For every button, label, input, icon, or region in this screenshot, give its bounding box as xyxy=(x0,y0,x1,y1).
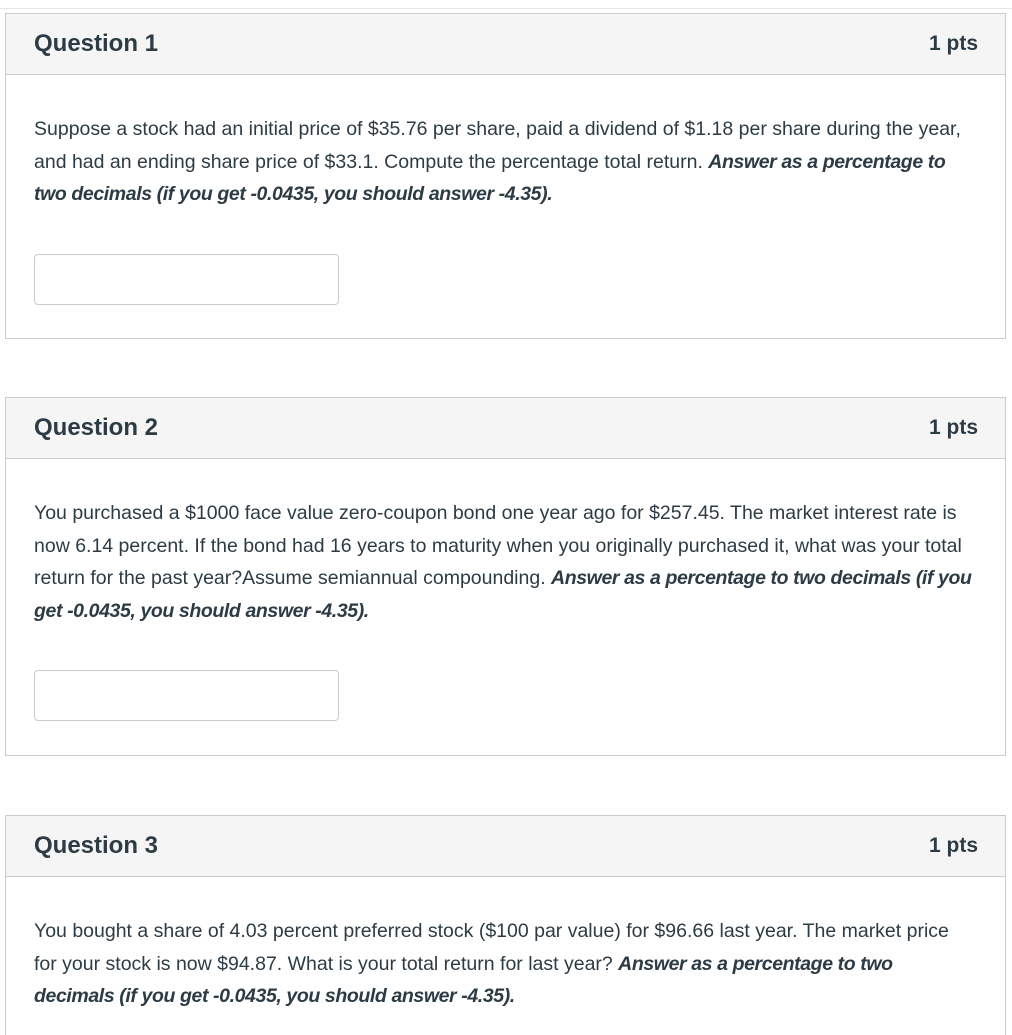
question-body xyxy=(6,459,1005,721)
question-title: Question 2 xyxy=(34,414,159,441)
question-points: 1 pts xyxy=(928,32,978,55)
answer-input[interactable] xyxy=(34,670,339,721)
question-instruction: Answer as a percentage to two decimals (if you get -0.0435, you should answer -4.35). xyxy=(34,150,946,205)
question-title: Question 3 xyxy=(34,832,159,859)
question-body xyxy=(6,877,1005,1013)
question-text xyxy=(34,113,975,211)
question-prompt: Suppose a stock had an initial price of $35.76 per share, paid a dividend of $1.18 per share during the year, and had an ending share price of $33.1. Compute the percentage total return. xyxy=(34,118,961,173)
question-header xyxy=(6,398,1005,459)
question-instruction: Answer as a percentage to two decimals (if you get -0.0435, you should answer -4.35). xyxy=(34,567,972,622)
question-points: 1 pts xyxy=(928,834,978,857)
question-text xyxy=(34,497,975,627)
question-prompt: You purchased a $1000 face value zero-coupon bond one year ago for $257.45. The market interest rate is now 6.14 percent. If the bond had 16 years to maturity when you originally purchased it, what was your total return for the past year?Assume semiannual compounding. xyxy=(34,502,962,589)
question-2 xyxy=(5,397,1006,756)
question-1 xyxy=(5,13,1006,339)
question-points: 1 pts xyxy=(928,416,978,439)
question-prompt: You bought a share of 4.03 percent preferred stock ($100 par value) for $96.66 last year. The market price for your stock is now $94.87. What is your total return for last year? xyxy=(34,920,949,975)
question-header xyxy=(6,14,1005,75)
question-instruction: Answer as a percentage to two decimals (if you get -0.0435, you should answer -4.35). xyxy=(34,952,893,1007)
question-3 xyxy=(5,815,1006,1035)
question-body xyxy=(6,75,1005,305)
question-text xyxy=(34,915,975,1013)
top-divider xyxy=(0,8,1012,9)
question-header xyxy=(6,816,1005,877)
question-title: Question 1 xyxy=(34,30,159,57)
answer-input[interactable] xyxy=(34,254,339,305)
